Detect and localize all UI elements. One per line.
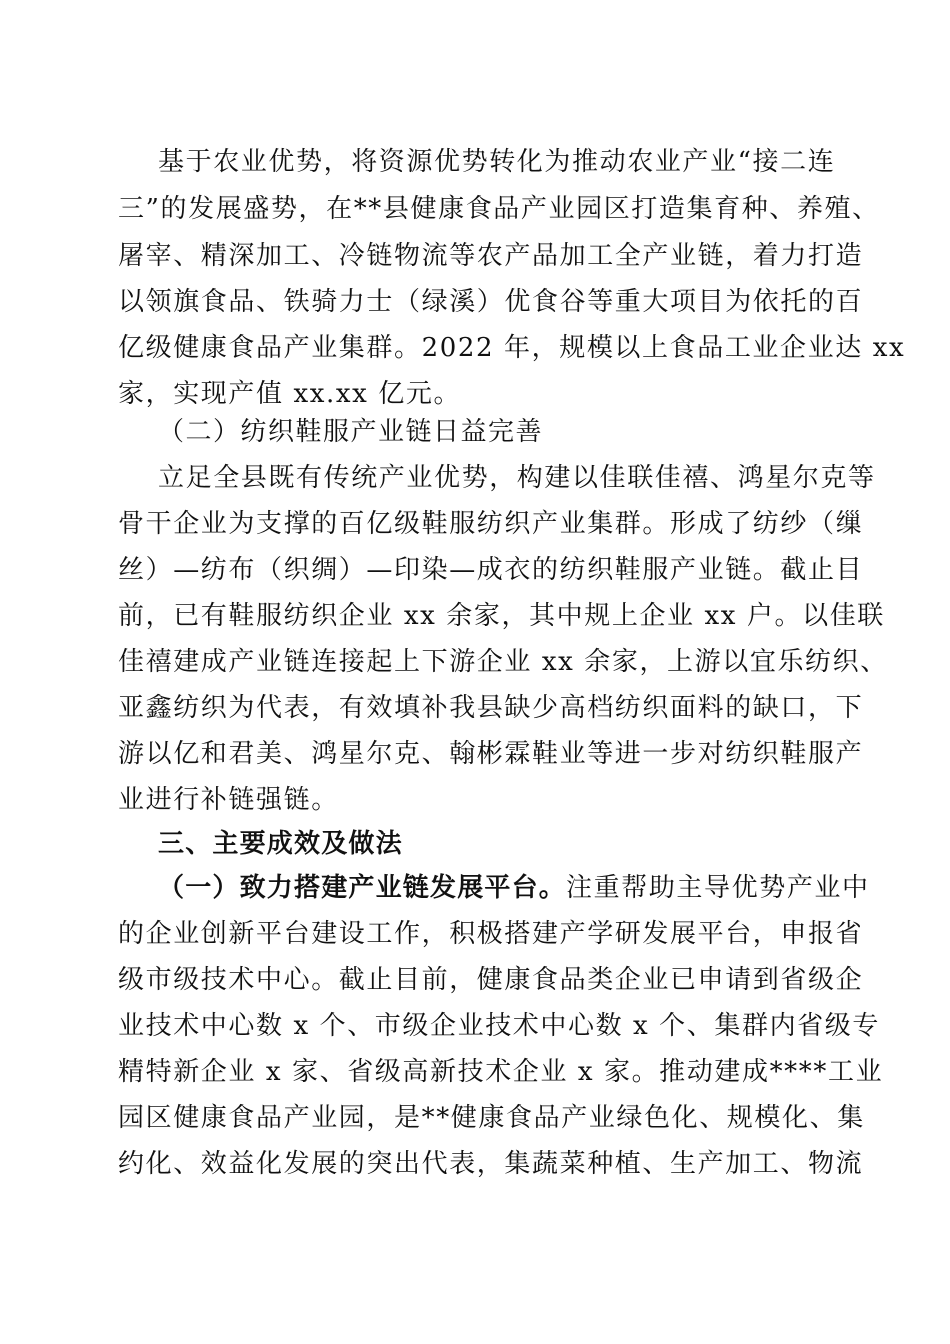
paragraph-line: 家，实现产值 xx.xx 亿元。	[118, 379, 462, 409]
paragraph-line: 骨干企业为支撑的百亿级鞋服纺织产业集群。形成了纺纱（缫	[118, 509, 864, 539]
paragraph-line: 的企业创新平台建设工作，积极搭建产学研发展平台，申报省	[118, 919, 864, 949]
paragraph-line: 游以亿和君美、鸿星尔克、翰彬霖鞋业等进一步对纺织鞋服产	[118, 739, 864, 769]
paragraph-lead-bold: （一）致力搭建产业链发展平台。	[158, 873, 567, 903]
paragraph-line: 园区健康食品产业园，是**健康食品产业绿色化、规模化、集	[118, 1103, 865, 1133]
paragraph-line: 级市级技术中心。截止目前，健康食品类企业已申请到省级企	[118, 965, 864, 995]
paragraph-line: 亚鑫纺织为代表，有效填补我县缺少高档纺织面料的缺口，下	[118, 693, 864, 723]
paragraph-line: 亿级健康食品产业集群。2022 年，规模以上食品工业企业达 xx	[118, 333, 906, 363]
section-subheading: （二）纺织鞋服产业链日益完善	[158, 417, 544, 447]
paragraph-line: 业进行补链强链。	[118, 785, 339, 815]
paragraph-lead-rest: 注重帮助主导优势产业中	[566, 873, 870, 903]
paragraph-line: 丝）—纺布（织绸）—印染—成衣的纺织鞋服产业链。截止目	[118, 555, 864, 585]
paragraph-line: 三”的发展盛势，在**县健康食品产业园区打造集育种、养殖、	[118, 194, 880, 224]
paragraph-line: 前，已有鞋服纺织企业 xx 余家，其中规上企业 xx 户。以佳联	[118, 601, 885, 631]
paragraph-line: 业技术中心数 x 个、市级企业技术中心数 x 个、集群内省级专	[118, 1011, 880, 1041]
paragraph-line: 精特新企业 x 家、省级高新技术企业 x 家。推动建成****工业	[118, 1057, 884, 1087]
paragraph-line: 立足全县既有传统产业优势，构建以佳联佳禧、鸿星尔克等	[158, 463, 876, 493]
paragraph-line: 约化、效益化发展的突出代表，集蔬菜种植、生产加工、物流	[118, 1149, 864, 1179]
paragraph-line: 屠宰、精深加工、冷链物流等农产品加工全产业链，着力打造	[118, 241, 864, 271]
paragraph-line: 以领旗食品、铁骑力士（绿溪）优食谷等重大项目为依托的百	[118, 287, 864, 317]
section-heading: 三、主要成效及做法	[158, 829, 403, 859]
paragraph-line: 佳禧建成产业链连接起上下游企业 xx 余家，上游以宜乐纺织、	[118, 647, 888, 677]
paragraph-line: 基于农业优势，将资源优势转化为推动农业产业“接二连	[158, 147, 836, 177]
paragraph-lead-line	[158, 872, 870, 912]
